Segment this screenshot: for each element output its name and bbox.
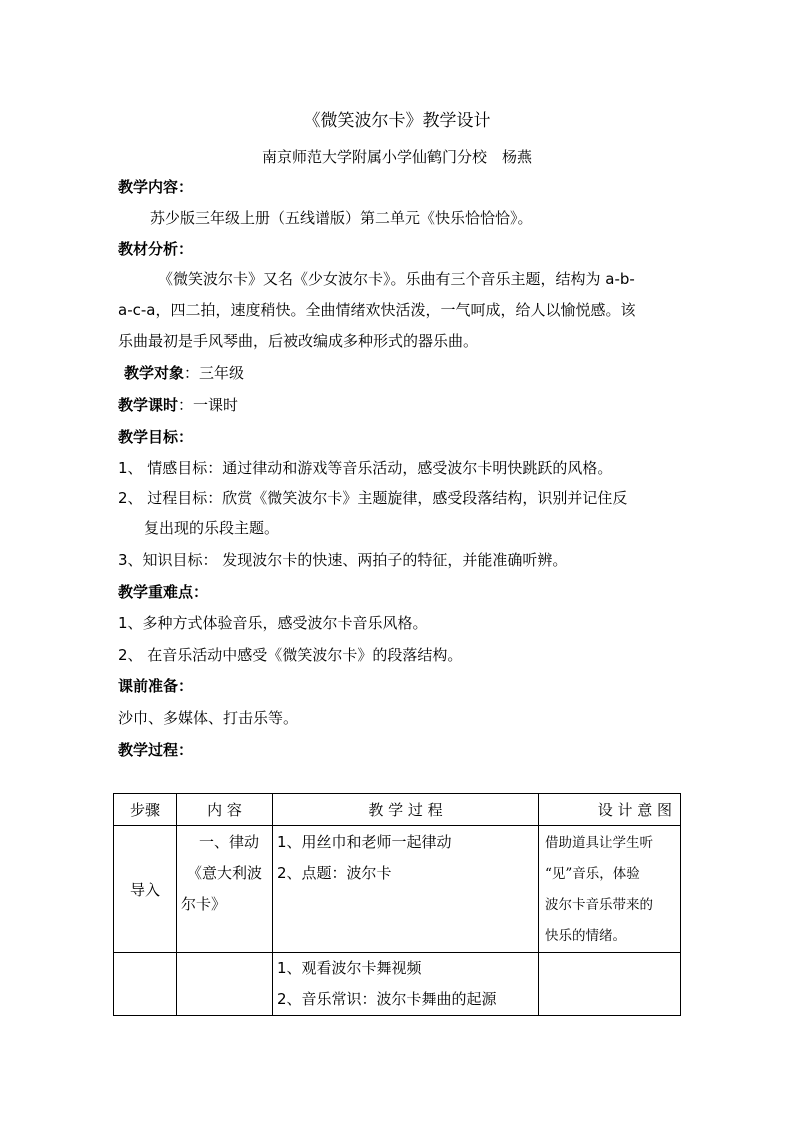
row1-process-line: 1、用丝巾和老师一起律动 bbox=[277, 833, 452, 851]
key-point: 1、多种方式体验音乐，感受波尔卡音乐风格。 bbox=[118, 614, 428, 632]
row2-intent bbox=[539, 953, 681, 1016]
row1-process bbox=[273, 826, 539, 953]
period-heading: 教学课时 bbox=[118, 396, 179, 414]
row1-intent-line: 快乐的情绪。 bbox=[545, 928, 626, 944]
process-table bbox=[113, 793, 681, 1016]
row2-process bbox=[273, 953, 539, 1016]
row1-intent-line: 波尔卡音乐带来的 bbox=[545, 897, 653, 913]
analysis-line: 《微笑波尔卡》又名《少女波尔卡》。乐曲有三个音乐主题，结构为 a-b- bbox=[158, 270, 635, 288]
row1-content-line: 尔卡》 bbox=[181, 895, 227, 913]
row1-step: 导入 bbox=[114, 826, 177, 953]
row1-intent bbox=[539, 826, 681, 953]
target-heading: 教学对象 bbox=[124, 364, 185, 382]
row1-content-line: 一、律动 bbox=[199, 833, 260, 851]
goals-heading: 教学目标： bbox=[118, 428, 194, 446]
row1-intent-line: 借助道具让学生听 bbox=[545, 835, 653, 851]
document-subtitle: 南京师范大学附属小学仙鹤门分校 杨燕 bbox=[261, 148, 532, 166]
target-line bbox=[124, 362, 244, 383]
target-value: ：三年级 bbox=[184, 364, 245, 382]
header-process: 教 学 过 程 bbox=[273, 794, 539, 826]
row1-content bbox=[177, 826, 273, 953]
prep-heading: 课前准备： bbox=[118, 677, 194, 695]
goal-item: 1、 情感目标：通过律动和游戏等音乐活动，感受波尔卡明快跳跃的风格。 bbox=[118, 459, 613, 477]
row2-process-line: 2、音乐常识：波尔卡舞曲的起源 bbox=[277, 990, 497, 1008]
goal-item: 复出现的乐段主题。 bbox=[144, 519, 280, 537]
document-title: 《微笑波尔卡》教学设计 bbox=[303, 111, 491, 131]
row1-process-line: 2、点题：波尔卡 bbox=[277, 864, 392, 882]
analysis-line: 乐曲最初是手风琴曲，后被改编成多种形式的器乐曲。 bbox=[118, 332, 479, 350]
row2-content bbox=[177, 953, 273, 1016]
content-text: 苏少版三年级上册（五线谱版）第二单元《快乐恰恰恰》。 bbox=[150, 209, 533, 227]
period-value: ：一课时 bbox=[178, 396, 239, 414]
table-header-row bbox=[114, 794, 681, 826]
period-line bbox=[118, 394, 238, 415]
row1-intent-line: “见”音乐，体验 bbox=[545, 866, 640, 882]
table-row bbox=[114, 953, 681, 1016]
process-heading: 教学过程： bbox=[118, 741, 194, 759]
row2-step bbox=[114, 953, 177, 1016]
prep-text: 沙巾、多媒体、打击乐等。 bbox=[118, 709, 299, 727]
analysis-heading: 教材分析： bbox=[118, 240, 194, 258]
row2-process-line: 1、观看波尔卡舞视频 bbox=[277, 959, 422, 977]
goal-item: 3、知识目标： 发现波尔卡的快速、两拍子的特征，并能准确听辨。 bbox=[118, 551, 568, 569]
header-content: 内 容 bbox=[177, 794, 273, 826]
table-row bbox=[114, 826, 681, 953]
key-heading: 教学重难点： bbox=[118, 583, 209, 601]
analysis-line: a-c-a，四二拍，速度稍快。全曲情绪欢快活泼，一气呵成，给人以愉悦感。该 bbox=[118, 301, 636, 319]
header-intent: 设 计 意 图 bbox=[539, 794, 681, 826]
row1-content-line: 《意大利波 bbox=[187, 864, 263, 882]
analysis-paragraph bbox=[118, 264, 674, 357]
header-step: 步骤 bbox=[114, 794, 177, 826]
goal-item: 2、 过程目标：欣赏《微笑波尔卡》主题旋律，感受段落结构，识别并记住反 bbox=[118, 489, 628, 507]
content-heading: 教学内容： bbox=[118, 178, 194, 196]
key-point: 2、 在音乐活动中感受《微笑波尔卡》的段落结构。 bbox=[118, 646, 463, 664]
